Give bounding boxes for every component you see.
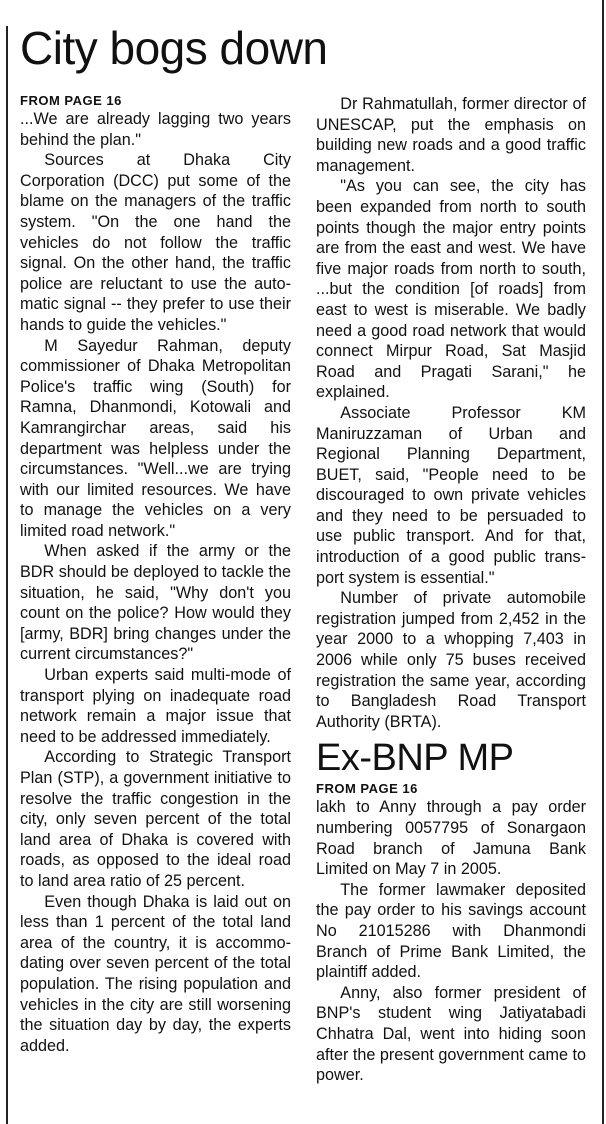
article-paragraph: "As you can see, the city has been expanded from north to south points though the major entry points are from the east and west. We have five major roads from north to south, ...but the condition [of roads] from east to west is miserable. We badly need a good road network that would connect Mirpur Road, Sat Masjid Road and Pragati Sarani," he explained.	[316, 177, 586, 402]
article-paragraph: lakh to Anny through a pay order numbering 0057795 of Sonargaon Road branch of Jamuna Bank Limited on May 7 in 2005.	[316, 798, 586, 879]
article-paragraph: M Sayedur Rahman, deputy commissioner of Dhaka Metropolitan Police's traffic wing (South) for Ramna, Dhanmondi, Kotowali and Kamrangirchar areas, said his department was helpless under the circumstances. "Well...we are trying with our limited resources. We have to manage the vehicles on a very limited road network."	[20, 336, 291, 540]
headline: City bogs down	[20, 22, 328, 74]
article-paragraph: When asked if the army or the BDR should be deployed to tackle the situation, he said, "Why don't you count on the police? How would they [army, BDR] bring changes under the current circumstances?"	[20, 542, 291, 664]
article-paragraph: Anny, also former president of BNP's student wing Jatiyatabadi Chhatra Dal, went into hiding soon after the present government came to power.	[316, 983, 586, 1085]
article-paragraph: According to Strategic Transport Plan (STP), a government initiative to resolve the traffic congestion in the city, only seven percent of the total land area of Dhaka is covered with roads, as opposed to the ideal road to land area ratio of 25 percent.	[20, 748, 291, 890]
article-column-1	[20, 94, 291, 1056]
article-paragraph: ...We are already lagging two years behind the plan."	[20, 110, 291, 149]
article-paragraph: Number of private automobile registration jumped from 2,452 in the year 2000 to a whopping 7,403 in 2006 while only 75 buses received registration the same year, according to Bangladesh Road Transport Authority (BRTA).	[316, 589, 586, 731]
article-column-2	[316, 94, 586, 1086]
left-column-rule	[6, 26, 8, 1124]
sub-headline: Ex-BNP MP	[316, 737, 514, 780]
right-column-rule	[602, 0, 604, 1124]
article-paragraph: Sources at Dhaka City Corporation (DCC) put some of the blame on the managers of the traffic system. "On the one hand the vehicles do not follow the traffic signal. On the other hand, the traffic police are reluctant to use the automatic signal -- they prefer to use their hands to guide the vehicles."	[20, 151, 291, 334]
jump-label: FROM PAGE 16	[20, 93, 122, 108]
jump-label-2: FROM PAGE 16	[316, 781, 418, 797]
article-paragraph: Associate Professor KM Maniruzzaman of Urban and Regional Planning Department, BUET, said, "People need to be discouraged to own private vehicles and they need to be persuaded to use public transport. And for that, introduction of a good public transport system is essential."	[316, 403, 586, 587]
article-paragraph: Even though Dhaka is laid out on less than 1 percent of the total land area of the country, it is accommodating over seven percent of the total population. The rising population and vehicles in the city are still worsening the situation day by day, the experts added.	[20, 892, 291, 1055]
article-paragraph: Dr Rahmatullah, former director of UNESCAP, put the emphasis on building new roads and a good traffic management.	[316, 95, 586, 175]
article-paragraph: The former lawmaker deposited the pay order to his savings account No 21015286 with Dhanmondi Branch of Prime Bank Limited, the plaintiff added.	[316, 880, 586, 982]
article-paragraph: Urban experts said multi-mode of transport plying on inadequate road network remain a major issue that need to be addressed immediately.	[20, 666, 291, 746]
